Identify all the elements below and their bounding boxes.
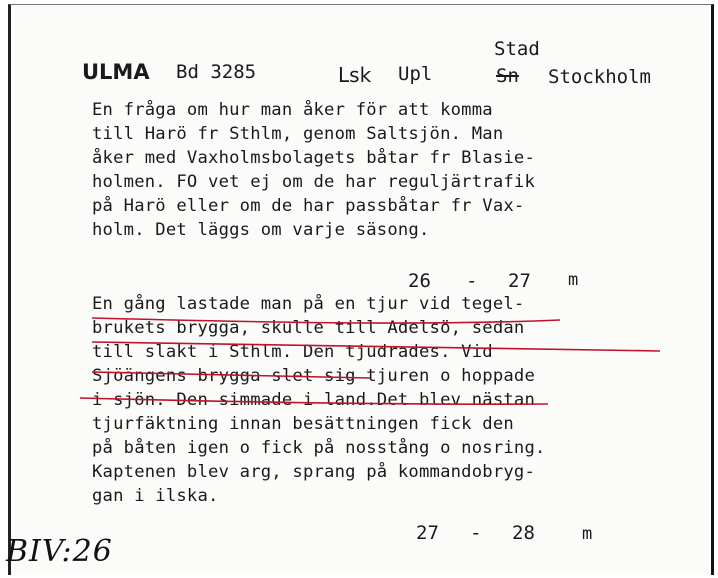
type-label-added: Stad bbox=[494, 38, 540, 60]
text-line: åker med Vaxholmsbolagets båtar fr Blasie- bbox=[92, 148, 536, 168]
text-line: Sjöängens brygga slet sig tjuren o hoppade bbox=[92, 366, 536, 386]
parish-code: Lsk bbox=[338, 63, 372, 87]
text-line: gan i ilska. bbox=[92, 486, 219, 506]
text-line: till Harö fr Sthlm, genom Saltsjön. Man bbox=[92, 124, 504, 144]
province-code: Upl bbox=[398, 63, 433, 85]
red-underline bbox=[80, 398, 548, 404]
handwritten-code: BIV:26 bbox=[6, 534, 113, 569]
text-line: Kaptenen blev arg, sprang på kommandobryg- bbox=[92, 462, 536, 482]
text-line: holmen. FO vet ej om de har reguljärtrafik bbox=[92, 172, 536, 192]
text-line: tjurfäktning innan besättningen fick den bbox=[92, 414, 514, 434]
text-line: holm. Det läggs om varje säsong. bbox=[92, 220, 430, 240]
volume-number: Bd 3285 bbox=[176, 61, 257, 83]
archive-code: ULMA bbox=[82, 60, 150, 84]
text-line: på Harö eller om de har passbåtar fr Vax- bbox=[92, 196, 525, 216]
page-dash: - bbox=[466, 270, 478, 292]
place-name: Stockholm bbox=[548, 66, 651, 88]
page-unit: m bbox=[568, 270, 579, 290]
type-label-struck: Sn bbox=[496, 65, 519, 87]
text-line: i sjön. Den simmade i land.Det blev nästan bbox=[92, 390, 536, 410]
red-underline bbox=[92, 342, 660, 351]
red-underline bbox=[92, 318, 560, 323]
text-line: brukets brygga, skulle till Adelsö, sedan bbox=[92, 318, 525, 338]
page-to: 27 bbox=[508, 270, 531, 292]
page-from: 26 bbox=[408, 270, 431, 292]
text-line: på båten igen o fick på nosstång o nosring. bbox=[92, 438, 546, 458]
text-line: En gång lastade man på en tjur vid tegel- bbox=[92, 294, 525, 314]
page-dash: - bbox=[470, 522, 482, 544]
red-underline bbox=[92, 372, 370, 378]
page-from: 27 bbox=[416, 522, 439, 544]
text-line: till slakt i Sthlm. Den tjudrades. Vid bbox=[92, 342, 493, 362]
text-line: En fråga om hur man åker för att komma bbox=[92, 100, 493, 120]
page-unit: m bbox=[582, 524, 593, 544]
page-to: 28 bbox=[512, 522, 535, 544]
